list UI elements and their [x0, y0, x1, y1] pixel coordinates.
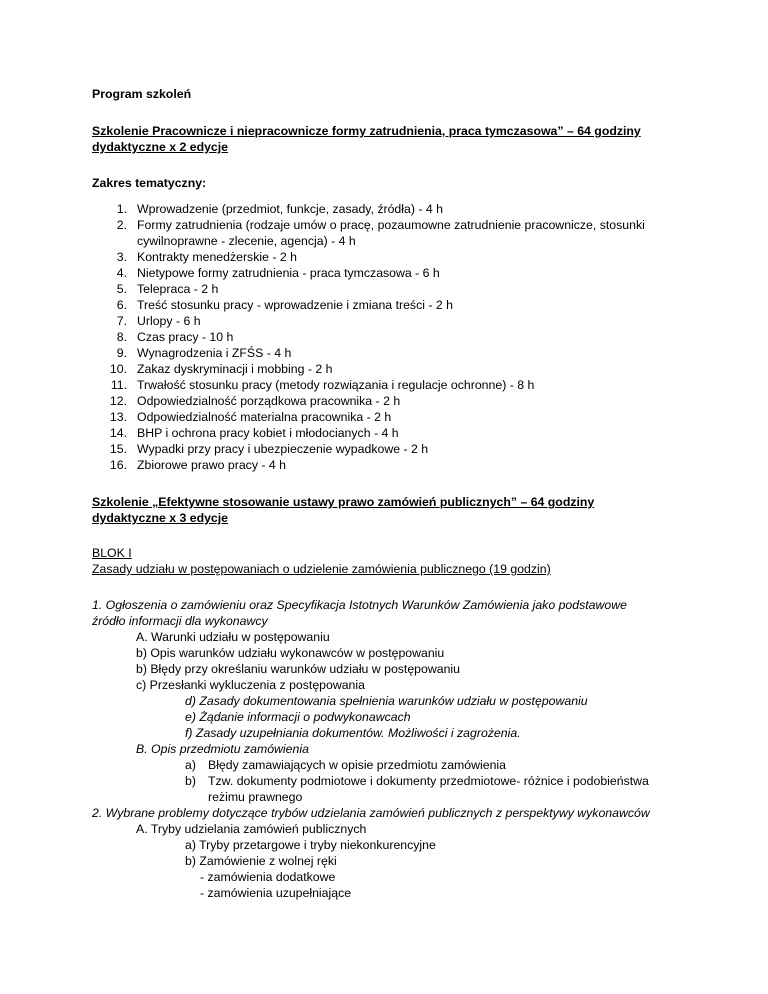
topic-item-text: Zakaz dyskryminacji i mobbing - 2 h	[137, 362, 333, 376]
document-title: Program szkoleń	[92, 87, 192, 101]
section1-item-A-f: f) Zasady uzupełniania dokumentów. Możliwości i zagrożenia.	[185, 726, 521, 740]
topic-item-text: Odpowiedzialność materialna pracownika - 2 h	[137, 410, 392, 424]
topic-item-number: 14.	[109, 426, 127, 440]
training2-heading-line2: dydaktyczne x 3 edycje	[92, 511, 229, 525]
training1-scope-label: Zakres tematyczny:	[92, 176, 207, 190]
topic-item-number: 5.	[116, 282, 127, 296]
topic-item-number: 11.	[110, 378, 127, 392]
topic-item-text: Trwałość stosunku pracy (metody rozwiązania i regulacje ochronne) - 8 h	[137, 378, 535, 392]
section1-item-A-e: e) Żądanie informacji o podwykonawcach	[185, 710, 411, 724]
topic-item-number: 13.	[109, 410, 127, 424]
section2-item-A-b-dash2: - zamówienia uzupełniające	[200, 886, 352, 900]
section1-item-A-b1: b) Opis warunków udziału wykonawców w postępowaniu	[136, 646, 445, 660]
section1-line1: 1. Ogłoszenia o zamówieniu oraz Specyfikacja Istotnych Warunków Zamówienia jako podstawowe	[92, 598, 627, 612]
topic-item-number: 10.	[109, 362, 127, 376]
topic-item-text: Treść stosunku pracy - wprowadzenie i zmiana treści - 2 h	[137, 298, 453, 312]
section1-item-B-a-num: a)	[185, 758, 196, 772]
section2-title: 2. Wybrane problemy dotyczące trybów udzielania zamówień publicznych z perspektywy wykonawców	[92, 806, 650, 820]
topic-item-number: 7.	[116, 314, 127, 328]
topic-item-text: Formy zatrudnienia (rodzaje umów o pracę, pozaumowne zatrudnienie pracownicze, stosunki	[137, 218, 645, 232]
section1-item-B-b-cont: reżimu prawnego	[208, 790, 303, 804]
topic-item-number: 3.	[116, 250, 127, 264]
topic-item-number: 15.	[109, 442, 127, 456]
topic-item-number: 9.	[116, 346, 127, 360]
section1-item-A: A. Warunki udziału w postępowaniu	[136, 630, 330, 644]
topic-item-text: BHP i ochrona pracy kobiet i młodocianych - 4 h	[137, 426, 399, 440]
section2-item-A-a: a) Tryby przetargowe i tryby niekonkurencyjne	[185, 838, 436, 852]
section2-item-A-b: b) Zamówienie z wolnej ręki	[185, 854, 337, 868]
topic-item-text: Zbiorowe prawo pracy - 4 h	[137, 458, 286, 472]
topic-item-text: Kontrakty menedżerskie - 2 h	[137, 250, 297, 264]
topic-item-number: 1.	[116, 202, 127, 216]
section2-item-A: A. Tryby udzielania zamówień publicznych	[136, 822, 367, 836]
topic-item-text-continued: cywilnoprawne - zlecenie, agencja) - 4 h	[137, 234, 356, 248]
training1-heading-line2: dydaktyczne x 2 edycje	[92, 140, 229, 154]
section1-item-B-a: Błędy zamawiających w opisie przedmiotu zamówienia	[208, 758, 506, 772]
section1-item-A-c: c) Przesłanki wykluczenia z postępowania	[136, 678, 365, 692]
topic-item-number: 6.	[116, 298, 127, 312]
block-label: BLOK I	[92, 546, 132, 560]
topic-item-number: 12.	[109, 394, 127, 408]
training2-heading-line1	[92, 494, 594, 510]
section1-item-A-d: d) Zasady dokumentowania spełnienia warunków udziału w postępowaniu	[185, 694, 588, 708]
training2-heading-rest: „Efektywne stosowanie ustawy prawo zamówień publicznych” – 64 godziny	[152, 495, 595, 509]
section2-item-A-b-dash1: - zamówienia dodatkowe	[200, 870, 336, 884]
section1-item-B-b-num: b)	[185, 774, 196, 788]
topic-item-text: Nietypowe formy zatrudnienia - praca tymczasowa - 6 h	[137, 266, 440, 280]
topic-item-number: 4.	[116, 266, 127, 280]
section1-item-B: B. Opis przedmiotu zamówienia	[136, 742, 309, 756]
topic-item-number: 8.	[116, 330, 127, 344]
block-title: Zasady udziału w postępowaniach o udzielenie zamówienia publicznego (19 godzin)	[92, 562, 551, 576]
topic-item-text: Telepraca - 2 h	[137, 282, 219, 296]
topic-item-text: Wynagrodzenia i ZFŚS - 4 h	[137, 346, 292, 360]
section1-item-A-b2: b) Błędy przy określaniu warunków udziału w postępowaniu	[136, 662, 460, 676]
topic-item-text: Odpowiedzialność porządkowa pracownika - 2 h	[137, 394, 401, 408]
section1-item-B-b: Tzw. dokumenty podmiotowe i dokumenty przedmiotowe- różnice i podobieństwa	[208, 774, 649, 788]
topic-item-text: Urlopy - 6 h	[137, 314, 201, 328]
topic-item-text: Wprowadzenie (przedmiot, funkcje, zasady, źródła) - 4 h	[137, 202, 443, 216]
topic-item-text: Wypadki przy pracy i ubezpieczenie wypadkowe - 2 h	[137, 442, 429, 456]
topic-item-text: Czas pracy - 10 h	[137, 330, 234, 344]
topic-item-number: 16.	[109, 458, 127, 472]
topic-item-number: 2.	[116, 218, 127, 232]
section1-line2: źródło informacji dla wykonawcy	[92, 614, 268, 628]
training1-heading-line1: Szkolenie Pracownicze i niepracownicze formy zatrudnienia, praca tymczasowa” – 64 godziny	[92, 124, 641, 138]
training2-heading-prefix: Szkolenie	[92, 495, 153, 509]
